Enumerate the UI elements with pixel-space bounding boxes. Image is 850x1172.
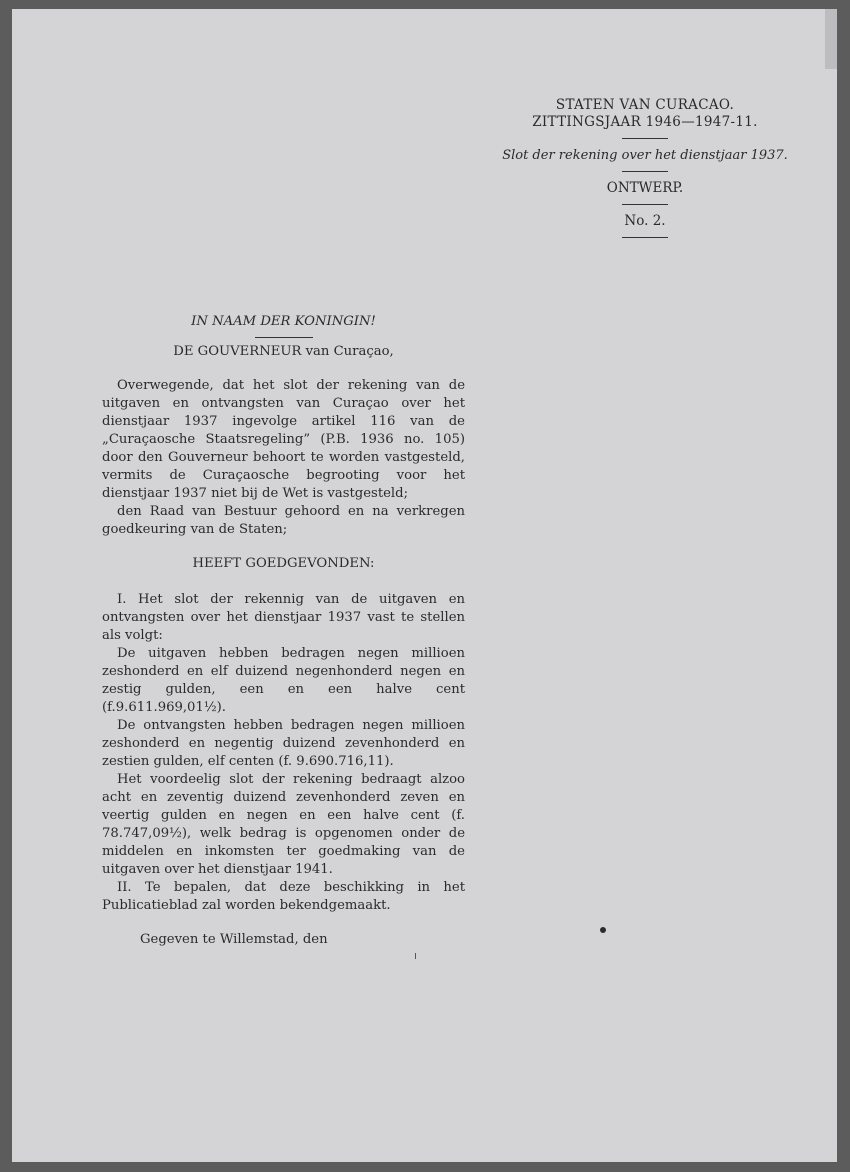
invocation: IN NAAM DER KONINGIN! [191,314,376,329]
decree-body [102,313,465,949]
header-session-year: ZITTINGSJAAR 1946—1947-11. [532,114,758,130]
document-header [490,97,800,246]
article-paragraph: De ontvangsten hebben bedragen negen millioen zeshonderd en negentig duizend zevenhonderd en zestien gulden, elf centen (f. 9.690.716,11). [102,718,465,769]
issuer: DE GOUVERNEUR van Curaçao, [173,344,394,359]
article-paragraph: Het voordeelig slot der rekening bedraagt alzoo acht en zeventig duizend zevenhonderd zeven en veertig gulden en negen en een halve cent (f. 78.747,09½), welk bedrag is opgenomen onder de middelen en inkomsten ter goedmaking van de uitgaven over het dienstjaar 1941. [102,772,465,877]
header-number: No. 2. [624,213,666,229]
invocation-divider [255,337,313,338]
article-paragraph: I. Het slot der rekennig van de uitgaven en ontvangsten over het dienstjaar 1937 vast te stellen als volgt: [102,592,465,643]
article-paragraph: De uitgaven hebben bedragen negen millioen zeshonderd en elf duizend negenhonderd negen en zestig gulden, een en een halve cent (f.9.611.969,01½). [102,646,465,715]
header-divider [622,237,668,238]
header-divider [622,171,668,172]
consideration-paragraph: den Raad van Bestuur gehoord en na verkregen goedkeuring van de Staten; [102,504,465,537]
torn-corner [825,9,837,69]
header-draft-label: ONTWERP. [606,180,684,196]
document-page [12,9,837,1162]
resolution-heading: HEEFT GOEDGEVONDEN: [192,556,375,571]
paper-mark [415,953,416,959]
paper-speck [600,927,606,933]
consideration-paragraph: Overwegende, dat het slot der rekening van de uitgaven en ontvangsten van Curaçao over het dienstjaar 1937 ingevolge artikel 116 van de „Curaçaosche Staatsregeling” (P.B. 1936 no. 105) door den Gouverneur behoort te worden vastgesteld, vermits de Curaçaosche begrooting voor het dienstjaar 1937 niet bij de Wet is vastgesteld; [102,378,465,501]
article-paragraph: II. Te bepalen, dat deze beschikking in het Publicatieblad zal worden bekendgemaakt. [102,880,465,913]
header-assembly: STATEN VAN CURACAO. [555,97,735,113]
header-divider [622,138,668,139]
closing-line: Gegeven te Willemstad, den [140,932,328,947]
header-divider [622,204,668,205]
header-subject: Slot der rekening over het dienstjaar 1937. [502,148,788,163]
